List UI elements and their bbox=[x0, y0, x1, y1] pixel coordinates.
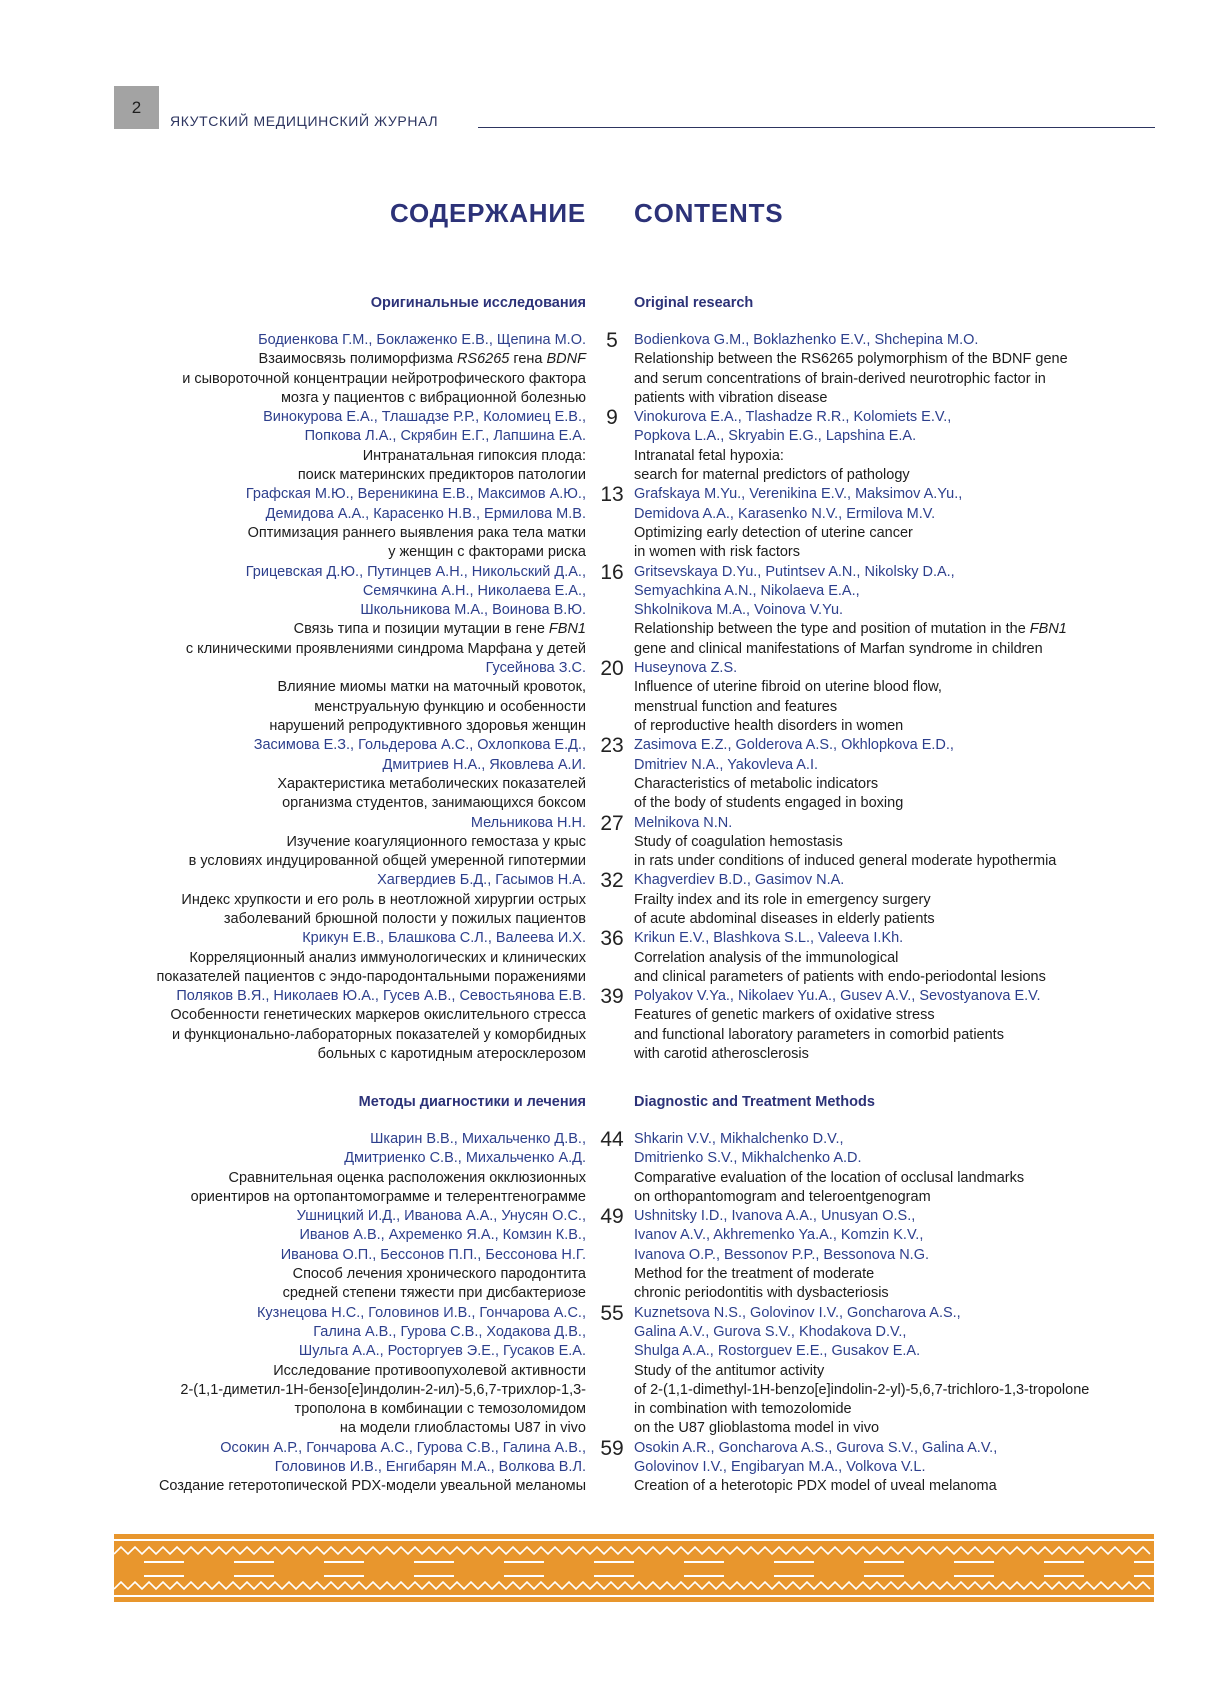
entry-authors: Shkolnikova M.A., Voinova V.Yu. bbox=[634, 602, 844, 619]
entry-title: Relationship between the RS6265 polymorphism of the BDNF gene bbox=[634, 351, 1068, 368]
section-title-en: Original research bbox=[634, 295, 754, 311]
entry-authors: Засимова Е.З., Гольдерова А.С., Охлопкова Е.Д., bbox=[253, 737, 586, 754]
entry-authors: Демидова А.А., Карасенко Н.В., Ермилова М.В. bbox=[265, 505, 586, 522]
entry-title: Изучение коагуляционного гемостаза у крыс bbox=[286, 833, 586, 850]
entry-title: Оптимизация раннего выявления рака тела матки bbox=[247, 524, 586, 541]
contents-title-en: CONTENTS bbox=[634, 198, 784, 228]
entry-authors: Gritsevskaya D.Yu., Putintsev A.N., Nikolsky D.A., bbox=[634, 563, 955, 580]
entry-authors: Demidova A.A., Karasenko N.V., Ermilova M.V. bbox=[634, 505, 936, 522]
entry-title: in rats under conditions of induced general moderate hypothermia bbox=[634, 853, 1057, 870]
entry-authors: Попкова Л.А., Скрябин Е.Г., Лапшина Е.А. bbox=[304, 428, 586, 445]
entry-authors: Графская М.Ю., Вереникина Е.В., Максимов А.Ю., bbox=[245, 486, 586, 503]
entry-authors: Ivanov A.V., Akhremenko Ya.A., Komzin K.V., bbox=[634, 1227, 924, 1244]
entry-authors: Ushnitsky I.D., Ivanova A.A., Unusyan O.S., bbox=[634, 1208, 916, 1225]
entry-title: search for maternal predictors of pathology bbox=[634, 467, 910, 484]
toc-entry-ru[interactable] bbox=[26, 331, 586, 408]
entry-authors: Dmitrienko S.V., Mikhalchenko A.D. bbox=[634, 1150, 862, 1167]
entry-title: Характеристика метаболических показателей bbox=[277, 775, 586, 792]
entry-title: больных с каротидным атеросклерозом bbox=[317, 1046, 586, 1063]
entry-authors: Поляков В.Я., Николаев Ю.А., Гусев А.В., Севостьянова Е.В. bbox=[176, 988, 586, 1005]
ornament-dash bbox=[1134, 1575, 1154, 1577]
entry-authors: Ушницкий И.Д., Иванова А.А., Унусян О.С., bbox=[296, 1208, 586, 1225]
toc-page-number: 9 bbox=[606, 406, 618, 430]
entry-title: on orthopantomogram and teleroentgenogram bbox=[634, 1188, 931, 1205]
entry-title: menstrual function and features bbox=[634, 698, 838, 715]
entry-title: Связь типа и позиции мутации в гене FBN1 bbox=[293, 621, 586, 638]
entry-authors: Golovinov I.V., Engibaryan M.A., Volkova V.L. bbox=[634, 1459, 926, 1476]
ornament-dash bbox=[594, 1561, 634, 1563]
entry-authors: Иванов А.В., Ахременко Я.А., Комзин К.В., bbox=[299, 1227, 586, 1244]
toc-entry-en[interactable] bbox=[634, 331, 1174, 408]
toc-entry-en[interactable] bbox=[634, 1130, 1174, 1207]
entry-authors: Винокурова Е.А., Тлашадзе Р.Р., Коломиец Е.В., bbox=[263, 409, 586, 426]
toc-entry-en[interactable] bbox=[634, 871, 1174, 929]
toc-entry-ru[interactable] bbox=[26, 1130, 586, 1207]
toc-page-number: 59 bbox=[600, 1436, 624, 1460]
toc-entry-ru[interactable] bbox=[26, 1304, 586, 1439]
toc-entry-en[interactable] bbox=[634, 563, 1174, 659]
toc-page-number: 5 bbox=[606, 329, 618, 352]
entry-title: Study of the antitumor activity bbox=[634, 1362, 825, 1379]
entry-title: Comparative evaluation of the location of occlusal landmarks bbox=[634, 1169, 1025, 1186]
entry-authors: Хагвердиев Б.Д., Гасымов Н.А. bbox=[377, 872, 586, 889]
toc-entry-ru[interactable] bbox=[26, 1207, 586, 1303]
entry-title: Способ лечения хронического пародонтита bbox=[292, 1266, 586, 1283]
ornament-dash bbox=[954, 1561, 994, 1563]
entry-authors: Kuznetsova N.S., Golovinov I.V., Goncharova A.S., bbox=[634, 1304, 961, 1321]
toc-entry-ru[interactable] bbox=[26, 987, 586, 1064]
entry-authors: Dmitriev N.A., Yakovleva A.I. bbox=[634, 756, 818, 773]
entry-authors: Semyachkina A.N., Nikolaeva E.A., bbox=[634, 582, 860, 599]
toc-entry-ru[interactable] bbox=[26, 485, 586, 562]
toc-entry-ru[interactable] bbox=[26, 659, 586, 736]
toc-page-number: 20 bbox=[600, 657, 624, 681]
entry-title: and clinical parameters of patients with endo-periodontal lesions bbox=[634, 968, 1046, 985]
entry-authors: Osokin A.R., Goncharova A.S., Gurova S.V., Galina A.V., bbox=[634, 1439, 998, 1456]
entry-title: Creation of a heterotopic PDX model of uveal melanoma bbox=[634, 1478, 997, 1495]
entry-authors: Головинов И.В., Енгибарян М.А., Волкова В.Л. bbox=[274, 1459, 586, 1476]
entry-authors: Дмитриев Н.А., Яковлева А.И. bbox=[382, 756, 586, 773]
toc-page-number: 16 bbox=[600, 560, 624, 584]
entry-authors: Zasimova E.Z., Golderova A.S., Okhlopkova E.D., bbox=[634, 737, 954, 754]
journal-title: ЯКУТСКИЙ МЕДИЦИНСКИЙ ЖУРНАЛ bbox=[170, 113, 439, 129]
contents-title-ru: СОДЕРЖАНИЕ bbox=[390, 198, 586, 228]
entry-title: with carotid atherosclerosis bbox=[634, 1046, 809, 1063]
entry-authors: Shulga A.A., Rostorguev E.E., Gusakov E.A. bbox=[634, 1343, 921, 1360]
entry-title: Индекс хрупкости и его роль в неотложной хирургии острых bbox=[181, 891, 586, 908]
entry-authors: Vinokurova E.A., Tlashadze R.R., Kolomiets E.V., bbox=[634, 409, 952, 426]
section-title-en: Diagnostic and Treatment Methods bbox=[634, 1094, 875, 1110]
page-number: 2 bbox=[131, 97, 142, 117]
ornament-dash bbox=[144, 1561, 184, 1563]
ornament-dash bbox=[774, 1561, 814, 1563]
toc-page-number: 49 bbox=[600, 1205, 624, 1229]
entry-authors: Гусейнова З.С. bbox=[485, 660, 586, 677]
entry-title: of acute abdominal diseases in elderly patients bbox=[634, 910, 935, 927]
ornament-dash bbox=[594, 1575, 634, 1577]
entry-title: of 2-(1,1-dimethyl-1H-benzo[e]indolin-2-yl)-5,6,7-trichloro-1,3-tropolone bbox=[634, 1381, 1090, 1398]
ornament-dash bbox=[324, 1561, 364, 1563]
entry-title: Study of coagulation hemostasis bbox=[634, 833, 843, 850]
entry-authors: Семячкина А.Н., Николаева Е.А., bbox=[362, 582, 586, 599]
entry-title: and serum concentrations of brain-derived neurotrophic factor in bbox=[634, 370, 1046, 387]
entry-authors: Krikun E.V., Blashkova S.L., Valeeva I.Kh. bbox=[634, 930, 904, 947]
section-title-ru: Методы диагностики и лечения bbox=[358, 1094, 586, 1110]
entry-title: Особенности генетических маркеров окислительного стресса bbox=[170, 1007, 586, 1024]
toc-entry-en[interactable] bbox=[634, 814, 1174, 872]
toc-entry-en[interactable] bbox=[634, 736, 1174, 813]
entry-title: in women with risk factors bbox=[634, 544, 800, 561]
toc-page-number: 55 bbox=[600, 1301, 624, 1325]
toc-entry-ru[interactable] bbox=[26, 814, 586, 872]
toc-page-number: 44 bbox=[600, 1128, 624, 1151]
entry-title: Сравнительная оценка расположения окклюзионных bbox=[228, 1169, 586, 1186]
ornament-dash bbox=[234, 1575, 274, 1577]
entry-title: в условиях индуцированной общей умеренной гипотермии bbox=[188, 853, 586, 870]
ornament-background bbox=[114, 1534, 1154, 1602]
entry-title: Интранатальная гипоксия плода: bbox=[362, 447, 586, 464]
toc-entry-en[interactable] bbox=[634, 1207, 1174, 1303]
ornament-border bbox=[114, 1534, 1154, 1602]
toc-entry-ru[interactable] bbox=[26, 408, 586, 485]
entry-title: chronic periodontitis with dysbacteriosis bbox=[634, 1285, 889, 1302]
ornament-dash bbox=[864, 1575, 904, 1577]
ornament-dash bbox=[414, 1575, 454, 1577]
ornament-line-top bbox=[114, 1539, 1154, 1541]
entry-title: нарушений репродуктивного здоровья женщин bbox=[269, 717, 586, 734]
entry-title: Optimizing early detection of uterine cancer bbox=[634, 524, 913, 541]
entry-title: ориентиров на ортопантомограмме и телерентгенограмме bbox=[190, 1188, 586, 1205]
entry-title: менструальную функцию и особенности bbox=[314, 698, 586, 715]
entry-title: показателей пациентов с эндо-пародонтальными поражениями bbox=[156, 968, 586, 985]
toc-page-number: 23 bbox=[600, 734, 624, 758]
ornament-dash bbox=[1044, 1561, 1084, 1563]
entry-authors: Шкарин В.В., Михальченко Д.В., bbox=[370, 1131, 586, 1147]
toc-entry-en[interactable] bbox=[634, 485, 1174, 562]
entry-title: мозга у пациентов с вибрационной болезнью bbox=[280, 389, 586, 406]
toc-entry-ru[interactable] bbox=[26, 736, 586, 813]
entry-title: трополона в комбинации с темозоломидом bbox=[294, 1401, 586, 1418]
ornament-dash bbox=[504, 1561, 544, 1563]
entry-authors: Bodienkova G.M., Boklazhenko E.V., Shchepina M.O. bbox=[634, 332, 979, 348]
entry-title: in combination with temozolomide bbox=[634, 1401, 852, 1418]
entry-authors: Мельникова Н.Н. bbox=[470, 814, 586, 831]
toc-entry-ru[interactable] bbox=[26, 1439, 586, 1497]
entry-title: на модели глиобластомы U87 in vivo bbox=[339, 1420, 586, 1437]
entry-authors: Huseynova Z.S. bbox=[634, 660, 738, 677]
toc-entry-ru[interactable] bbox=[26, 563, 586, 659]
entry-title: Method for the treatment of moderate bbox=[634, 1266, 875, 1283]
ornament-dash bbox=[144, 1575, 184, 1577]
entry-title: 2-(1,1-диметил-1Н-бензо[е]индолин-2-ил)-5,6,7-трихлор-1,3- bbox=[180, 1381, 586, 1398]
toc-entry-ru[interactable] bbox=[26, 871, 586, 929]
entry-authors: Крикун Е.В., Блашкова С.Л., Валеева И.Х. bbox=[302, 930, 586, 947]
entry-title: and functional laboratory parameters in comorbid patients bbox=[634, 1026, 1004, 1043]
section-title-ru: Оригинальные исследования bbox=[370, 295, 586, 311]
entry-title: gene and clinical manifestations of Marfan syndrome in children bbox=[634, 640, 1043, 657]
toc-entry-en[interactable] bbox=[634, 408, 1174, 485]
toc-entry-en[interactable] bbox=[634, 659, 1174, 736]
entry-title: поиск материнских предикторов патологии bbox=[297, 467, 586, 484]
ornament-dash bbox=[774, 1575, 814, 1577]
entry-title: Frailty index and its role in emergency surgery bbox=[634, 891, 931, 908]
entry-title: заболеваний брюшной полости у пожилых пациентов bbox=[223, 910, 586, 927]
page-number-box bbox=[114, 86, 159, 129]
entry-authors: Шульга А.А., Росторгуев Э.Е., Гусаков Е.А. bbox=[298, 1343, 586, 1360]
toc-page-number: 39 bbox=[600, 985, 624, 1009]
entry-title: и функционально-лабораторных показателей у коморбидных bbox=[171, 1026, 586, 1043]
header-rule bbox=[478, 127, 1155, 128]
toc-page-number: 27 bbox=[600, 811, 624, 835]
entry-title: у женщин с факторами риска bbox=[388, 544, 586, 561]
toc-entry-en[interactable] bbox=[634, 987, 1174, 1064]
ornament-dash bbox=[864, 1561, 904, 1563]
entry-authors: Shkarin V.V., Mikhalchenko D.V., bbox=[634, 1131, 844, 1147]
entry-title: Influence of uterine fibroid on uterine blood flow, bbox=[634, 679, 942, 696]
entry-title: Влияние миомы матки на маточный кровоток, bbox=[277, 679, 586, 696]
ornament-dash bbox=[684, 1575, 724, 1577]
entry-authors: Galina A.V., Gurova S.V., Khodakova D.V., bbox=[634, 1323, 907, 1340]
entry-title: Исследование противоопухолевой активности bbox=[273, 1362, 586, 1379]
entry-title: Взаимосвязь полиморфизма RS6265 гена BDNF bbox=[258, 351, 586, 368]
toc-entry-en[interactable] bbox=[634, 1304, 1174, 1439]
entry-authors: Иванова О.П., Бессонов П.П., Бессонова Н.Г. bbox=[280, 1246, 586, 1263]
entry-authors: Кузнецова Н.С., Головинов И.В., Гончарова А.С., bbox=[256, 1304, 586, 1321]
entry-title: Relationship between the type and position of mutation in the FBN1 bbox=[634, 621, 1067, 638]
entry-title: Features of genetic markers of oxidative stress bbox=[634, 1007, 935, 1024]
entry-title: Создание гетеротопической PDX-модели увеальной меланомы bbox=[158, 1478, 586, 1495]
entry-authors: Grafskaya M.Yu., Verenikina E.V., Maksimov A.Yu., bbox=[634, 486, 963, 503]
entry-authors: Осокин А.Р., Гончарова А.С., Гурова С.В., Галина А.В., bbox=[220, 1439, 586, 1456]
entry-authors: Polyakov V.Ya., Nikolaev Yu.A., Gusev A.V., Sevostyanova E.V. bbox=[634, 988, 1041, 1005]
ornament-dash bbox=[684, 1561, 724, 1563]
entry-authors: Ivanova O.P., Bessonov P.P., Bessonova N.G. bbox=[634, 1246, 930, 1263]
toc-entry-ru[interactable] bbox=[26, 929, 586, 987]
entry-title: Intranatal fetal hypoxia: bbox=[634, 447, 784, 464]
entry-authors: Грицевская Д.Ю., Путинцев А.Н., Никольский Д.А., bbox=[245, 563, 586, 580]
entry-title: patients with vibration disease bbox=[634, 389, 828, 406]
ornament-dash bbox=[234, 1561, 274, 1563]
entry-title: Correlation analysis of the immunological bbox=[634, 949, 899, 966]
ornament-dash bbox=[414, 1561, 454, 1563]
entry-title: Characteristics of metabolic indicators bbox=[634, 775, 879, 792]
entry-authors: Дмитриенко С.В., Михальченко А.Д. bbox=[344, 1150, 586, 1167]
entry-title: и сывороточной концентрации нейротрофического фактора bbox=[182, 370, 586, 387]
ornament-dash bbox=[1134, 1561, 1154, 1563]
toc-entry-en[interactable] bbox=[634, 1439, 1174, 1497]
toc-page-number: 36 bbox=[600, 927, 624, 951]
ornament-dash bbox=[504, 1575, 544, 1577]
ornament-line-bottom bbox=[114, 1595, 1154, 1597]
entry-authors: Школьникова М.А., Воинова В.Ю. bbox=[360, 602, 586, 619]
entry-authors: Галина А.В., Гурова С.В., Ходакова Д.В., bbox=[313, 1323, 586, 1340]
entry-title: средней степени тяжести при дисбактериозе bbox=[282, 1285, 586, 1302]
entry-title: с клиническими проявлениями синдрома Марфана у детей bbox=[185, 640, 586, 657]
entry-title: Корреляционный анализ иммунологических и клинических bbox=[189, 949, 586, 966]
toc-page-number: 32 bbox=[600, 869, 624, 893]
entry-title: of reproductive health disorders in women bbox=[634, 717, 904, 734]
entry-authors: Khagverdiev B.D., Gasimov N.A. bbox=[634, 872, 845, 889]
entry-title: on the U87 glioblastoma model in vivo bbox=[634, 1420, 880, 1437]
entry-title: организма студентов, занимающихся боксом bbox=[282, 795, 586, 812]
entry-authors: Popkova L.A., Skryabin E.G., Lapshina E.A. bbox=[634, 428, 917, 445]
toc-page-number: 13 bbox=[600, 483, 624, 507]
ornament-dash bbox=[324, 1575, 364, 1577]
entry-authors: Бодиенкова Г.М., Боклаженко Е.В., Щепина М.О. bbox=[258, 332, 586, 348]
entry-title: of the body of students engaged in boxing bbox=[634, 795, 904, 812]
ornament-dash bbox=[1044, 1575, 1084, 1577]
ornament-dash bbox=[954, 1575, 994, 1577]
entry-authors: Melnikova N.N. bbox=[634, 814, 733, 831]
toc-entry-en[interactable] bbox=[634, 929, 1174, 987]
